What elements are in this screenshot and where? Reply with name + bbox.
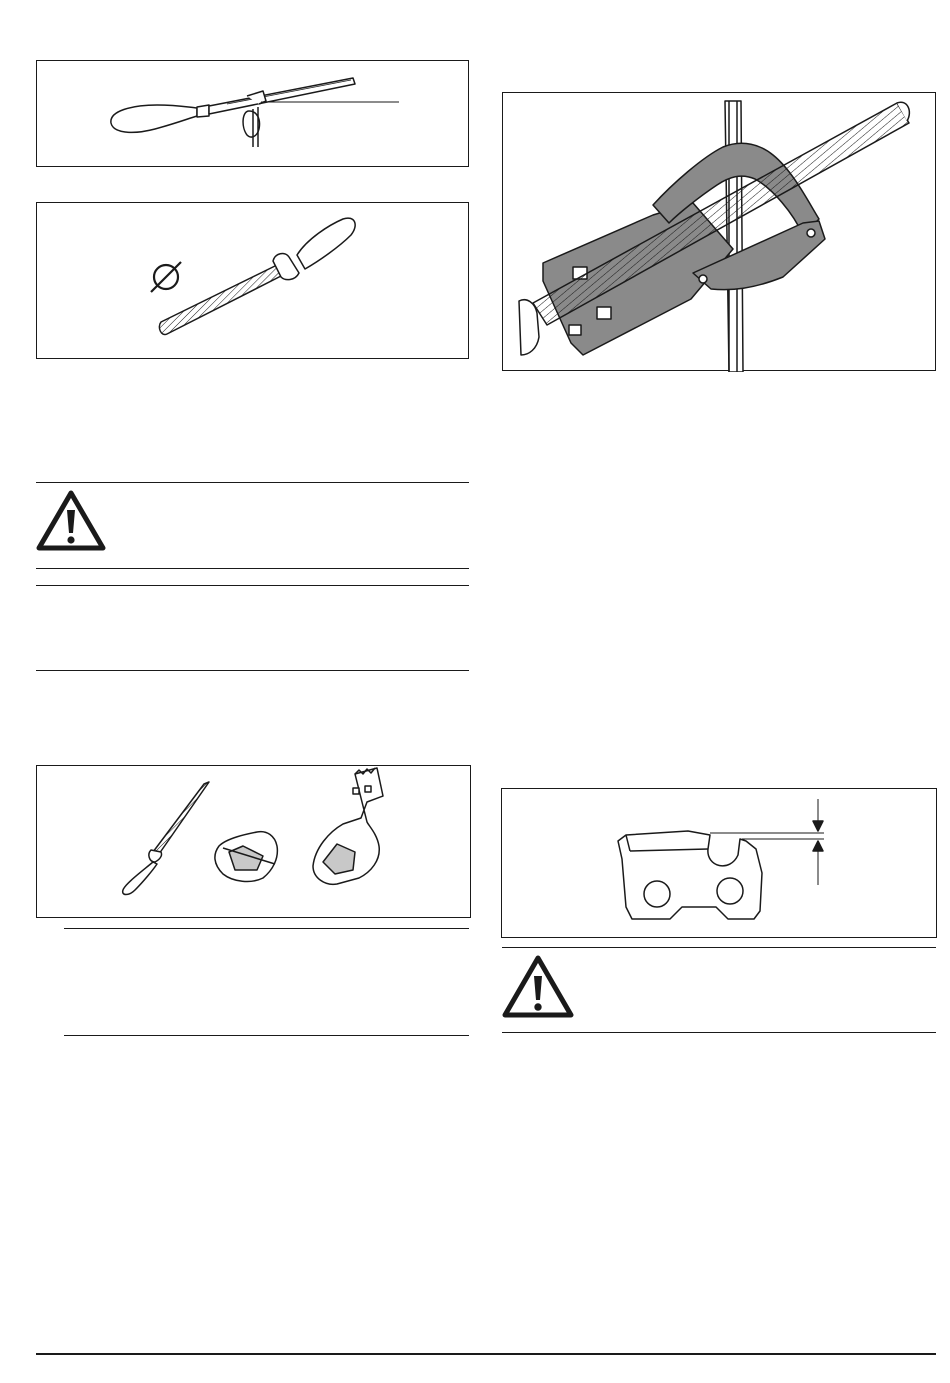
warning-triangle-icon [502, 955, 574, 1019]
note-2-top-rule [64, 928, 469, 929]
warning-1-bottom-rule [36, 568, 469, 569]
warning-triangle-icon [36, 490, 106, 552]
cutter-depth-gauge-illustration [502, 789, 938, 939]
warning-2-bottom-rule [502, 1032, 936, 1033]
footer-rule [36, 1353, 936, 1355]
note-1-top-rule [36, 585, 469, 586]
figure-round-file-diameter [36, 202, 469, 359]
warning-2-top-rule [502, 947, 936, 948]
file-guide-on-chain-illustration [503, 93, 937, 372]
file-in-gauge-illustration [37, 61, 470, 168]
figure-depth-gauge-setting [501, 788, 937, 938]
warning-1-top-rule [36, 482, 469, 483]
note-1-bottom-rule [36, 670, 469, 671]
figure-sharpening-kit [36, 765, 471, 918]
sharpening-kit-illustration [37, 766, 472, 919]
figure-file-gauge-check [36, 60, 469, 167]
figure-file-guide-on-chain [502, 92, 936, 371]
note-2-bottom-rule [64, 1035, 469, 1036]
round-file-illustration [37, 203, 470, 360]
